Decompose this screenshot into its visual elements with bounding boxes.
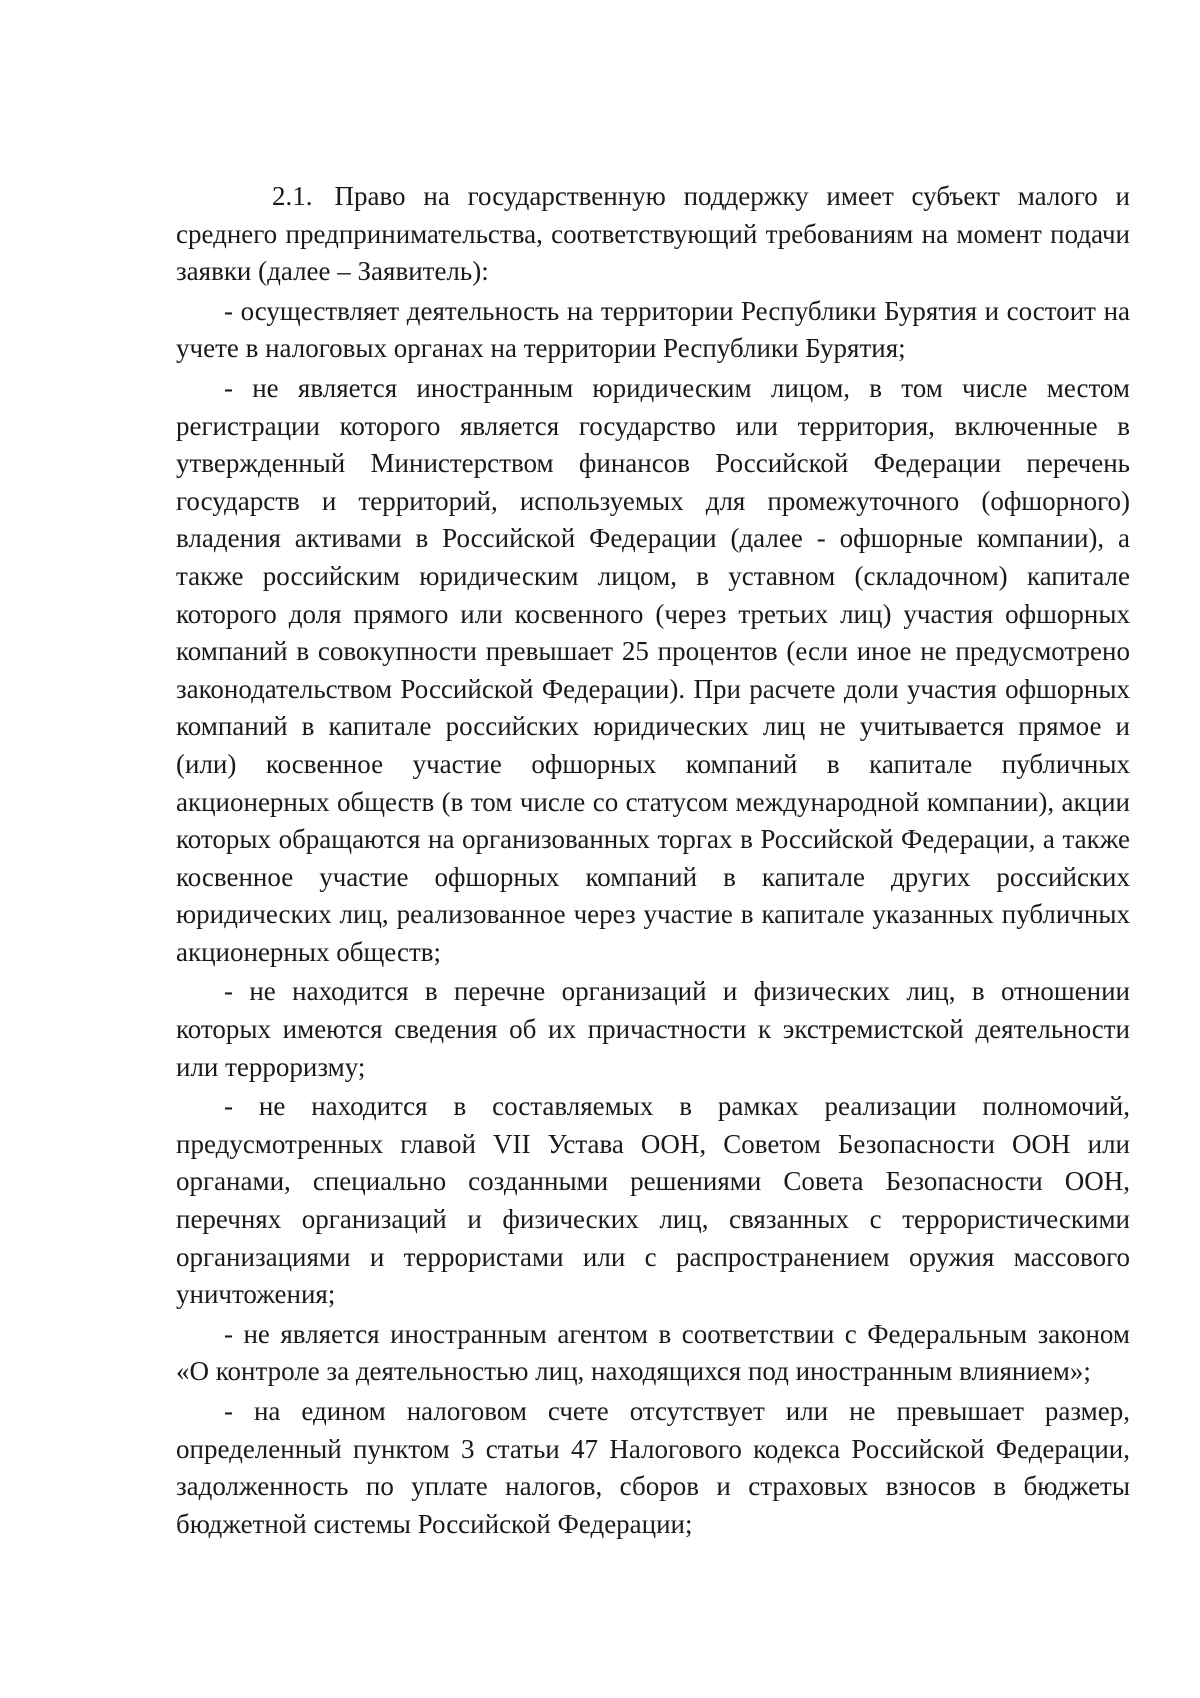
requirement-item: - осуществляет деятельность на территории Республики Бурятия и состоит на учете в налоговых органах на территории Республики Бурятия; [176,295,1130,364]
requirement-item: - не является иностранным агентом в соответствии с Федеральным законом «О контроле за деятельностью лиц, находящихся под иностранным влиянием»; [176,1318,1130,1387]
clause-intro-text: Право на государственную поддержку имеет субъект малого и среднего предпринимательства, соответствующий требованиям на момент подачи заявки (далее – Заявитель): [176,181,1130,287]
clause-intro-paragraph [176,178,1130,291]
requirement-item: - на едином налоговом счете отсутствует или не превышает размер, определенный пунктом 3 статьи 47 Налогового кодекса Российской Федерации, задолженность по уплате налогов, сборов и страховых взносов в бюджеты бюджетной системы Российской Федерации; [176,1396,1130,1539]
requirement-item: - не находится в перечне организаций и физических лиц, в отношении которых имеются сведения об их причастности к экстремистской деятельности или терроризму; [176,976,1130,1082]
clause-number: 2.1. [272,181,313,211]
requirement-item: - не является иностранным юридическим лицом, в том числе местом регистрации которого является государство или территория, включенные в утвержденный Министерством финансов Российской Федерации перечень государств и территорий, используемых для промежуточного (офшорного) владения активами в Российской Федерации (далее - офшорные компании), а также российским юридическим лицом, в уставном (складочном) капитале которого доля прямого или косвенного (через третьих лиц) участия офшорных компаний в совокупности превышает 25 процентов (если иное не предусмотрено законодательством Российской Федерации). При расчете доли участия офшорных компаний в капитале российских юридических лиц не учитывается прямое и (или) косвенное участие офшорных компаний в капитале публичных акционерных обществ (в том числе со статусом международной компании), акции которых обращаются на организованных торгах в Российской Федерации, а также косвенное участие офшорных компаний в капитале других российских юридических лиц, реализованное через участие в капитале указанных публичных акционерных обществ; [176,372,1130,967]
requirement-item: - не находится в составляемых в рамках реализации полномочий, предусмотренных главой VII Устава ООН, Советом Безопасности ООН или органами, специально созданными решениями Совета Безопасности ООН, перечнях организаций и физических лиц, связанных с террористическими организациями и террористами или с распространением оружия массового уничтожения; [176,1091,1130,1310]
document-body [176,178,1130,1543]
